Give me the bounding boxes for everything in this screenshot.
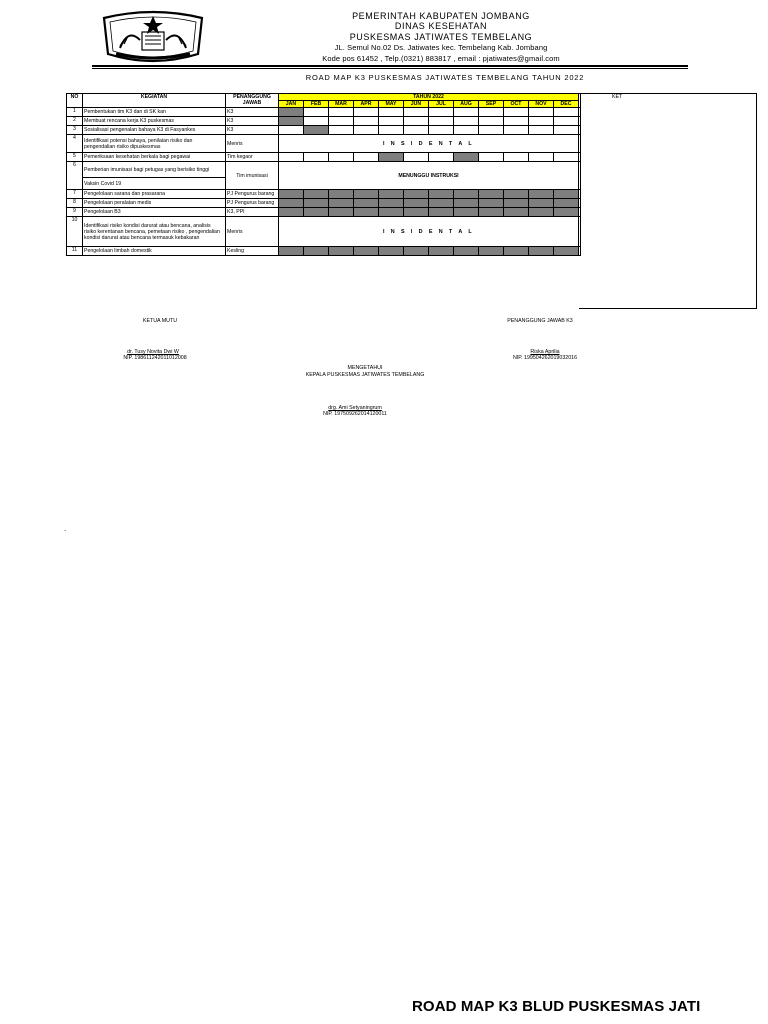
sig-left-nip: NIP. 198611242011012008 [123,355,187,361]
month-cell-sep [479,117,504,126]
month-cell-jan [279,208,304,217]
emblem-icon [98,10,208,66]
month-cell-apr [354,190,379,199]
month-cell-mar [329,153,354,162]
month-cell-mar [329,247,354,256]
sig-right-role: PENANGGUNG JAWAB K3 [507,318,573,324]
month-cell-sep [479,190,504,199]
row-pj: PJ Pengurus barang [226,199,279,208]
table-row [67,135,581,153]
row-pj: K3 [226,108,279,117]
month-cell-jul [429,199,454,208]
month-cell-apr [354,208,379,217]
ket-column-frame [579,93,757,309]
col-kegiatan-header: KEGIATAN [83,94,226,108]
government-emblem-logo [98,10,208,66]
month-header: JUL [429,101,454,108]
month-cell-jun [404,153,429,162]
sig-center-label2: KEPALA PUSKESMAS JATIWATES TEMBELANG [305,372,425,378]
row-pj: Menris [226,135,279,153]
row-kegiatan-sub: Vaksin Covid 19 [83,178,226,190]
month-header: MAR [329,101,354,108]
table-row [67,247,581,256]
header-address: JL. Semul No.02 Ds. Jatiwates kec. Tembelang Kab. Jombang [334,43,548,52]
col-pj-header: PENANGGUNG JAWAB [226,94,279,108]
month-cell-dec [554,208,579,217]
month-cell-jun [404,126,429,135]
month-cell-may [379,153,404,162]
sig-left-role: KETUA MUTU [142,318,178,324]
row-kegiatan: Pengelolaan B3 [83,208,226,217]
sig-center-nip: NIP. 197509262014120011 [323,411,387,417]
month-cell-may [379,117,404,126]
header-divider-thin [92,68,688,69]
row-kegiatan: Pemberian imunisasi bagi petugas yang berisiko tinggi [83,162,226,178]
month-cell-jan [279,108,304,117]
row-pj: PJ Pengurus barang [226,190,279,199]
month-cell-jul [429,247,454,256]
row-kegiatan: Membuat rencana kerja K3 puskesmas [83,117,226,126]
month-cell-jul [429,153,454,162]
row-pj: Kesling [226,247,279,256]
month-cell-nov [529,126,554,135]
row-kegiatan: Pengelolaan peralatan medis [83,199,226,208]
row-no: 7 [67,190,83,199]
table-row [67,208,581,217]
month-cell-nov [529,199,554,208]
row-no: 9 [67,208,83,217]
month-cell-oct [504,199,529,208]
month-cell-jul [429,190,454,199]
table-row [67,126,581,135]
month-cell-aug [454,117,479,126]
month-cell-mar [329,208,354,217]
month-cell-nov [529,190,554,199]
month-header: SEP [479,101,504,108]
month-header: JAN [279,101,304,108]
month-cell-aug [454,153,479,162]
month-cell-jul [429,108,454,117]
table-row [67,153,581,162]
row-pj: K3, PPI [226,208,279,217]
month-cell-jun [404,117,429,126]
month-cell-feb [304,153,329,162]
month-cell-oct [504,208,529,217]
ket-label: KET [612,94,623,100]
month-header: DEC [554,101,579,108]
month-cell-apr [354,126,379,135]
month-cell-aug [454,199,479,208]
month-header: JUN [404,101,429,108]
header-government: PEMERINTAH KABUPATEN JOMBANG [352,11,530,21]
merged-schedule-cell: I N S I D E N T A L [279,217,579,247]
month-cell-sep [479,247,504,256]
month-cell-jul [429,117,454,126]
month-cell-dec [554,190,579,199]
month-cell-aug [454,108,479,117]
month-cell-mar [329,126,354,135]
month-cell-dec [554,247,579,256]
month-cell-nov [529,153,554,162]
table-row [67,190,581,199]
stray-dot: . [64,524,67,533]
col-tahun-header: TAHUN 2022 [279,94,579,101]
month-header: OCT [504,101,529,108]
row-pj: Menris [226,217,279,247]
month-cell-jan [279,117,304,126]
month-cell-jan [279,190,304,199]
month-cell-nov [529,117,554,126]
row-no: 8 [67,199,83,208]
row-no: 5 [67,153,83,162]
header-contact: Kode pos 61452 , Telp.(0321) 883817 , email : pjatiwates@gmail.com [322,54,560,63]
month-cell-dec [554,153,579,162]
row-kegiatan: Pengelolaan sarana dan prasarana [83,190,226,199]
header-divider-thick [92,65,688,67]
month-cell-mar [329,199,354,208]
sig-center-name: drg. Ami Setyaningrum [328,405,382,411]
month-cell-jan [279,247,304,256]
month-cell-apr [354,247,379,256]
month-cell-jun [404,208,429,217]
row-no: 3 [67,126,83,135]
month-header: FEB [304,101,329,108]
month-cell-nov [529,208,554,217]
month-cell-jun [404,190,429,199]
month-cell-oct [504,126,529,135]
row-pj: Tim imunisasi [226,162,279,190]
header-department: DINAS KESEHATAN [394,21,488,31]
month-cell-feb [304,117,329,126]
month-cell-jan [279,153,304,162]
table-row [67,162,581,178]
sig-left-name: dr. Tusy Novita Dwi W [127,349,179,355]
month-cell-oct [504,153,529,162]
row-kegiatan: Pembentukan tim K3 dan di SK kan [83,108,226,117]
month-cell-sep [479,153,504,162]
month-cell-feb [304,247,329,256]
month-cell-dec [554,126,579,135]
row-kegiatan: Identifikasi potensi bahaya, penilaian risiko dan pengendalian risiko dipuskesmas [83,135,226,153]
document-title: ROAD MAP K3 PUSKESMAS JATIWATES TEMBELANG TAHUN 2022 [305,73,585,82]
row-pj: K3 [226,126,279,135]
month-cell-jun [404,247,429,256]
month-cell-dec [554,199,579,208]
row-kegiatan: Identifikasi risiko kondisi darurat atau bencana, analisis risiko kerentanan bencana, pemetaan risiko , pengendalian kondisi darurat atau bencana termasuk kebakaran [83,217,226,247]
month-cell-jan [279,126,304,135]
month-cell-feb [304,126,329,135]
sig-right-name: Riska Aprilia [530,349,560,355]
row-kegiatan: Sosialisasi pengenalan bahaya K3 di Fasyankes [83,126,226,135]
month-cell-jun [404,199,429,208]
month-cell-sep [479,126,504,135]
month-cell-feb [304,108,329,117]
month-cell-oct [504,190,529,199]
table-row [67,108,581,117]
month-header: MAY [379,101,404,108]
month-cell-nov [529,247,554,256]
month-cell-feb [304,199,329,208]
row-no: 11 [67,247,83,256]
month-cell-sep [479,208,504,217]
month-cell-jul [429,126,454,135]
row-pj: K3 [226,117,279,126]
month-header: AUG [454,101,479,108]
month-cell-sep [479,108,504,117]
month-cell-apr [354,117,379,126]
row-kegiatan: Pengelolaan limbah domestik [83,247,226,256]
month-header: APR [354,101,379,108]
sig-right-nip: NIP. 199504262019032016 [512,355,578,361]
month-cell-aug [454,190,479,199]
month-cell-may [379,108,404,117]
table-row [67,117,581,126]
month-cell-oct [504,247,529,256]
month-cell-jul [429,208,454,217]
col-no-header: NO [67,94,83,108]
row-no: 4 [67,135,83,153]
month-cell-apr [354,199,379,208]
month-cell-apr [354,108,379,117]
row-no: 6 [67,162,83,190]
month-cell-apr [354,153,379,162]
table-row [67,217,581,247]
month-cell-aug [454,126,479,135]
month-cell-aug [454,247,479,256]
footer-title: ROAD MAP K3 BLUD PUSKESMAS JATI [412,998,701,1015]
month-cell-dec [554,117,579,126]
row-no: 10 [67,217,83,247]
month-cell-may [379,190,404,199]
header-puskesmas: PUSKESMAS JATIWATES TEMBELANG [349,32,533,42]
month-cell-aug [454,208,479,217]
table-row [67,199,581,208]
row-no: 1 [67,108,83,117]
month-cell-oct [504,117,529,126]
month-cell-may [379,199,404,208]
row-kegiatan: Pemeriksaan kesehatan berkala bagi pegawai [83,153,226,162]
month-cell-jan [279,199,304,208]
month-cell-mar [329,108,354,117]
month-cell-dec [554,108,579,117]
month-cell-sep [479,199,504,208]
row-no: 2 [67,117,83,126]
row-pj: Tim kegaor [226,153,279,162]
month-cell-oct [504,108,529,117]
merged-schedule-cell: MENUNGGU INSTRUKSI [279,162,579,190]
sig-center-label1: MENGETAHUI [347,365,383,371]
month-header: NOV [529,101,554,108]
month-cell-feb [304,190,329,199]
month-cell-mar [329,117,354,126]
month-cell-may [379,126,404,135]
month-cell-may [379,208,404,217]
month-cell-may [379,247,404,256]
merged-schedule-cell: I N S I D E N T A L [279,135,579,153]
month-cell-feb [304,208,329,217]
roadmap-body [67,108,581,256]
month-cell-mar [329,190,354,199]
month-cell-jun [404,108,429,117]
month-cell-nov [529,108,554,117]
roadmap-table [66,93,581,256]
